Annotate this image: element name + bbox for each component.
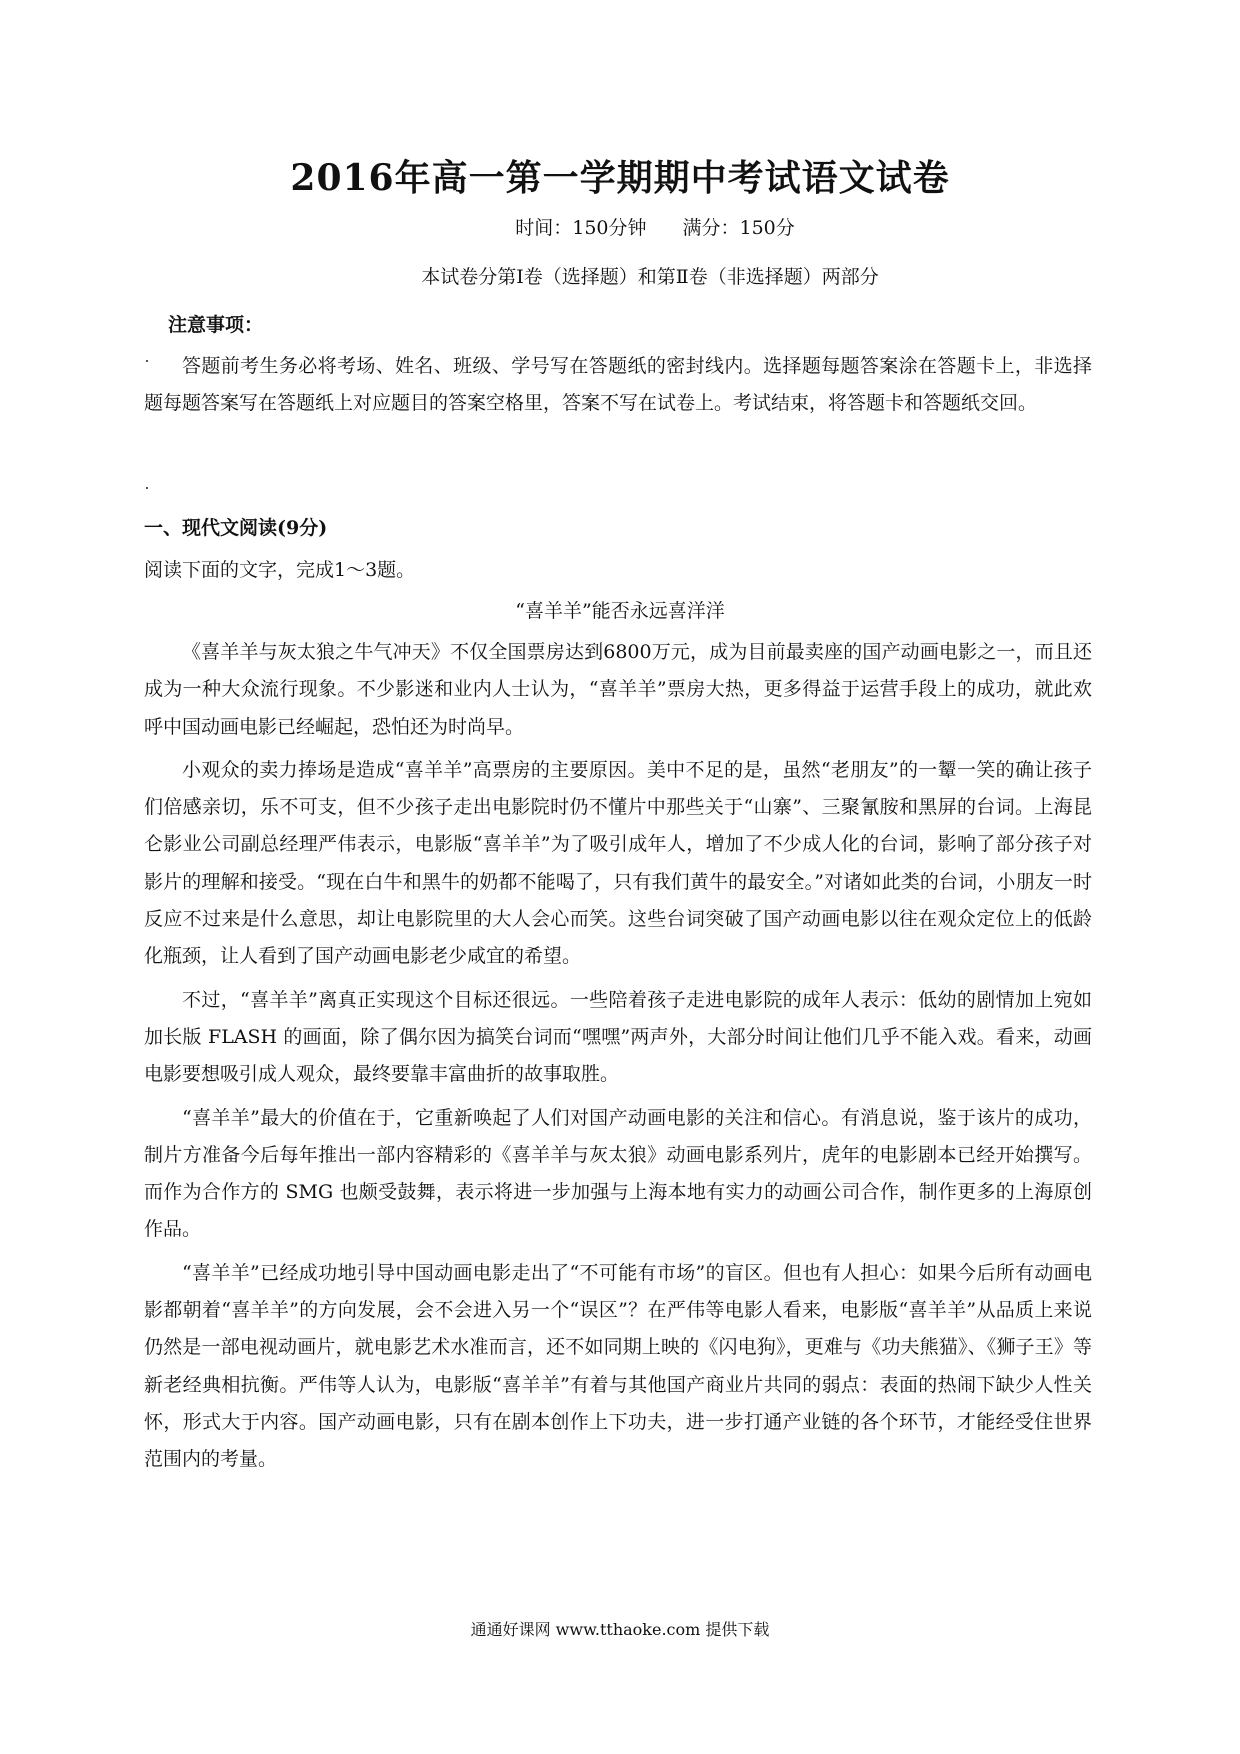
article-body (144, 634, 1092, 1485)
article-title: “喜羊羊”能否永远喜洋洋 (515, 600, 725, 622)
page-footer: 通通好课网 www.tthaoke.com 提供下载 (470, 1620, 770, 1639)
article-paragraph: 小观众的卖力捧场是造成“喜羊羊”高票房的主要原因。美中不足的是，虽然“老朋友”的一颦一笑的确让孩子们倍感亲切，乐不可支，但不少孩子走出电影院时仍不懂片中那些关于“山寨”、三聚氰胺和黑屏的台词。上海昆仑影业公司副总经理严伟表示，电影版“喜羊羊”为了吸引成年人，增加了不少成人化的台词，影响了部分孩子对影片的理解和接受。“现在白牛和黑牛的奶都不能喝了，只有我们黄牛的最安全。”对诸如此类的台词，小朋友一时反应不过来是什么意思，却让电影院里的大人会心而笑。这些台词突破了国产动画电影以往在观众定位上的低龄化瓶颈，让人看到了国产动画电影老少咸宜的希望。 (144, 758, 1092, 968)
exam-title: 2016年高一第一学期期中考试语文试卷 (290, 157, 950, 199)
exam-time: 时间：150分钟 (515, 217, 647, 239)
section-instruction: 阅读下面的文字，完成1～3题。 (144, 559, 416, 581)
scan-speck (146, 360, 148, 362)
scan-speck (146, 487, 148, 489)
section-heading: 一、现代文阅读(9分) (144, 517, 328, 539)
article-paragraph: 《喜羊羊与灰太狼之牛气冲天》不仅全国票房达到6800万元，成为目前最卖座的国产动画电影之一，而且还成为一种大众流行现象。不少影迷和业内人士认为，“喜羊羊”票房大热，更多得益于运营手段上的成功，就此欢呼中国动画电影已经崛起，恐怕还为时尚早。 (144, 641, 1092, 738)
exam-intro: 本试卷分第Ⅰ卷（选择题）和第Ⅱ卷（非选择题）两部分 (421, 266, 879, 288)
article-paragraph: “喜羊羊”最大的价值在于，它重新唤起了人们对国产动画电影的关注和信心。有消息说，鉴于该片的成功，制片方准备今后每年推出一部内容精彩的《喜羊羊与灰太狼》动画电影系列片，虎年的电影剧本已经开始撰写。而作为合作方的 SMG 也颇受鼓舞，表示将进一步加强与上海本地有实力的动画公司合作，制作更多的上海原创作品。 (144, 1106, 1092, 1241)
notice-heading: 注意事项： (168, 314, 264, 336)
exam-full-score: 满分：150分 (682, 217, 795, 239)
notice-body: 答题前考生务必将考场、姓名、班级、学号写在答题纸的密封线内。选择题每题答案涂在答题卡上，非选择题每题答案写在答题纸上对应题目的答案空格里，答案不写在试卷上。考试结束，将答题卡和答题纸交回。 (144, 355, 1092, 414)
exam-meta (0, 213, 1240, 240)
article-paragraph: “喜羊羊”已经成功地引导中国动画电影走出了“不可能有市场”的盲区。但也有人担心：如果今后所有动画电影都朝着“喜羊羊”的方向发展，会不会进入另一个“误区”？在严伟等电影人看来，电影版“喜羊羊”从品质上来说仍然是一部电视动画片，就电影艺术水准而言，还不如同期上映的《闪电狗》，更难与《功夫熊猫》、《狮子王》等新老经典相抗衡。严伟等人认为，电影版“喜羊羊”有着与其他国产商业片共同的弱点：表面的热闹下缺少人性关怀，形式大于内容。国产动画电影，只有在剧本创作上下功夫，进一步打通产业链的各个环节，才能经受住世界范围内的考量。 (144, 1261, 1092, 1471)
article-paragraph: 不过，“喜羊羊”离真正实现这个目标还很远。一些陪着孩子走进电影院的成年人表示：低幼的剧情加上宛如加长版 FLASH 的画面，除了偶尔因为搞笑台词而“嘿嘿”两声外，大部分时间让他们几乎不能入戏。看来，动画电影要想吸引成人观众，最终要靠丰富曲折的故事取胜。 (144, 988, 1092, 1086)
